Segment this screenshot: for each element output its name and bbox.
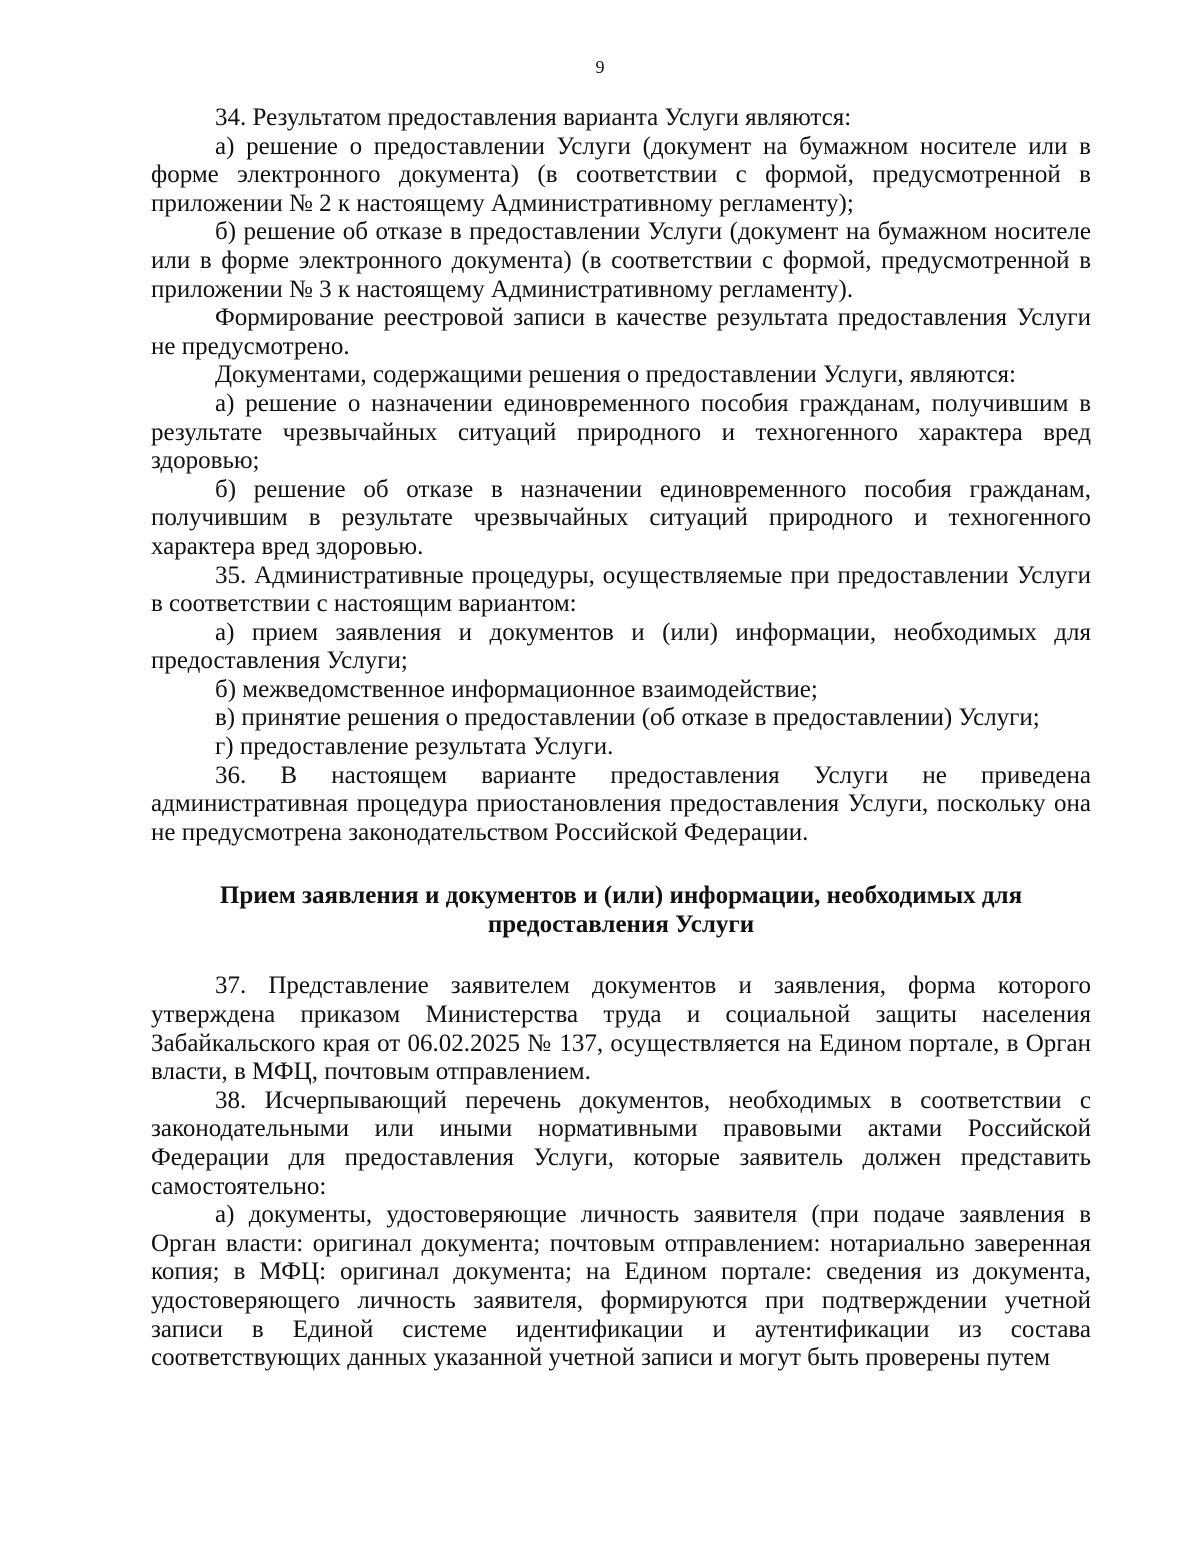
section-heading: [151, 881, 1091, 939]
paragraph-registry-note: Формирование реестровой записи в качестве результата предоставления Услуги не предусмотрено.: [151, 304, 1091, 360]
paragraph-34: 34. Результатом предоставления варианта Услуги являются:: [215, 104, 852, 131]
paragraph-36: 36. В настоящем варианте предоставления Услуги не приведена административная процедура приостановления предоставления Услуги, поскольку она не предусмотрена законодательством Российской Федерации.: [151, 761, 1091, 846]
paragraph-35-g: г) предоставление результата Услуги.: [215, 733, 614, 761]
paragraph-35-a: а) прием заявления и документов и (или) информации, необходимых для предоставления Услуги;: [151, 618, 1091, 675]
paragraph-decision-docs-b: б) решение об отказе в назначении единовременного пособия гражданам, получившим в результате чрезвычайных ситуаций природного и техногенного характера вред здоровью.: [151, 475, 1091, 560]
paragraph-37: 37. Представление заявителем документов и заявления, форма которого утверждена приказом Министерства труда и социальной защиты населения Забайкальского края от 06.02.2025 № 137, осуществляется на Едином портале, в Орган власти, в МФЦ, почтовым отправлением.: [151, 972, 1091, 1086]
paragraph-35-v: в) принятие решения о предоставлении (об отказе в предоставлении) Услуги;: [215, 704, 1040, 732]
paragraph-34-b: б) решение об отказе в предоставлении Услуги (документ на бумажном носителе или в форме электронного документа) (в соответствии с формой, предусмотренной в приложении № 3 к настоящему Административному регламенту).: [151, 218, 1091, 303]
paragraph-38: 38. Исчерпывающий перечень документов, необходимых в соответствии с законодательными или иными нормативными правовыми актами Российской Федерации для предоставления Услуги, которые заявитель должен представить самостоятельно:: [151, 1086, 1091, 1200]
section-heading-line-1: Прием заявления и документов и (или) информации, необходимых для: [219, 882, 1023, 910]
document-body: [151, 104, 1091, 1373]
paragraph-decision-docs: Документами, содержащими решения о предоставлении Услуги, являются:: [215, 361, 1016, 389]
page-number: 9: [595, 57, 605, 77]
paragraph-35: 35. Административные процедуры, осуществляемые при предоставлении Услуги в соответствии с настоящим вариантом:: [151, 561, 1091, 618]
section-heading-line-2: предоставления Услуги: [487, 911, 755, 939]
paragraph-38-a: а) документы, удостоверяющие личность заявителя (при подаче заявления в Орган власти: оригинал документа; почтовым отправлением: нотариально заверенная копия; в МФЦ: оригинал документа; на Едином портале: сведения из документа, удостоверяющего личность заявителя, формируются при подтверждении учетной записи в Единой системе идентификации и аутентификации из состава соответствующих данных указанной учетной записи и могут быть проверены путем: [151, 1201, 1091, 1372]
paragraph-34-a: а) решение о предоставлении Услуги (документ на бумажном носителе или в форме электронного документа) (в соответствии с формой, предусмотренной в приложении № 2 к настоящему Административному регламенту);: [151, 132, 1091, 217]
paragraph-35-b: б) межведомственное информационное взаимодействие;: [215, 675, 818, 703]
paragraph-decision-docs-a: а) решение о назначении единовременного пособия гражданам, получившим в результате чрезвычайных ситуаций природного и техногенного характера вред здоровью;: [151, 389, 1091, 475]
